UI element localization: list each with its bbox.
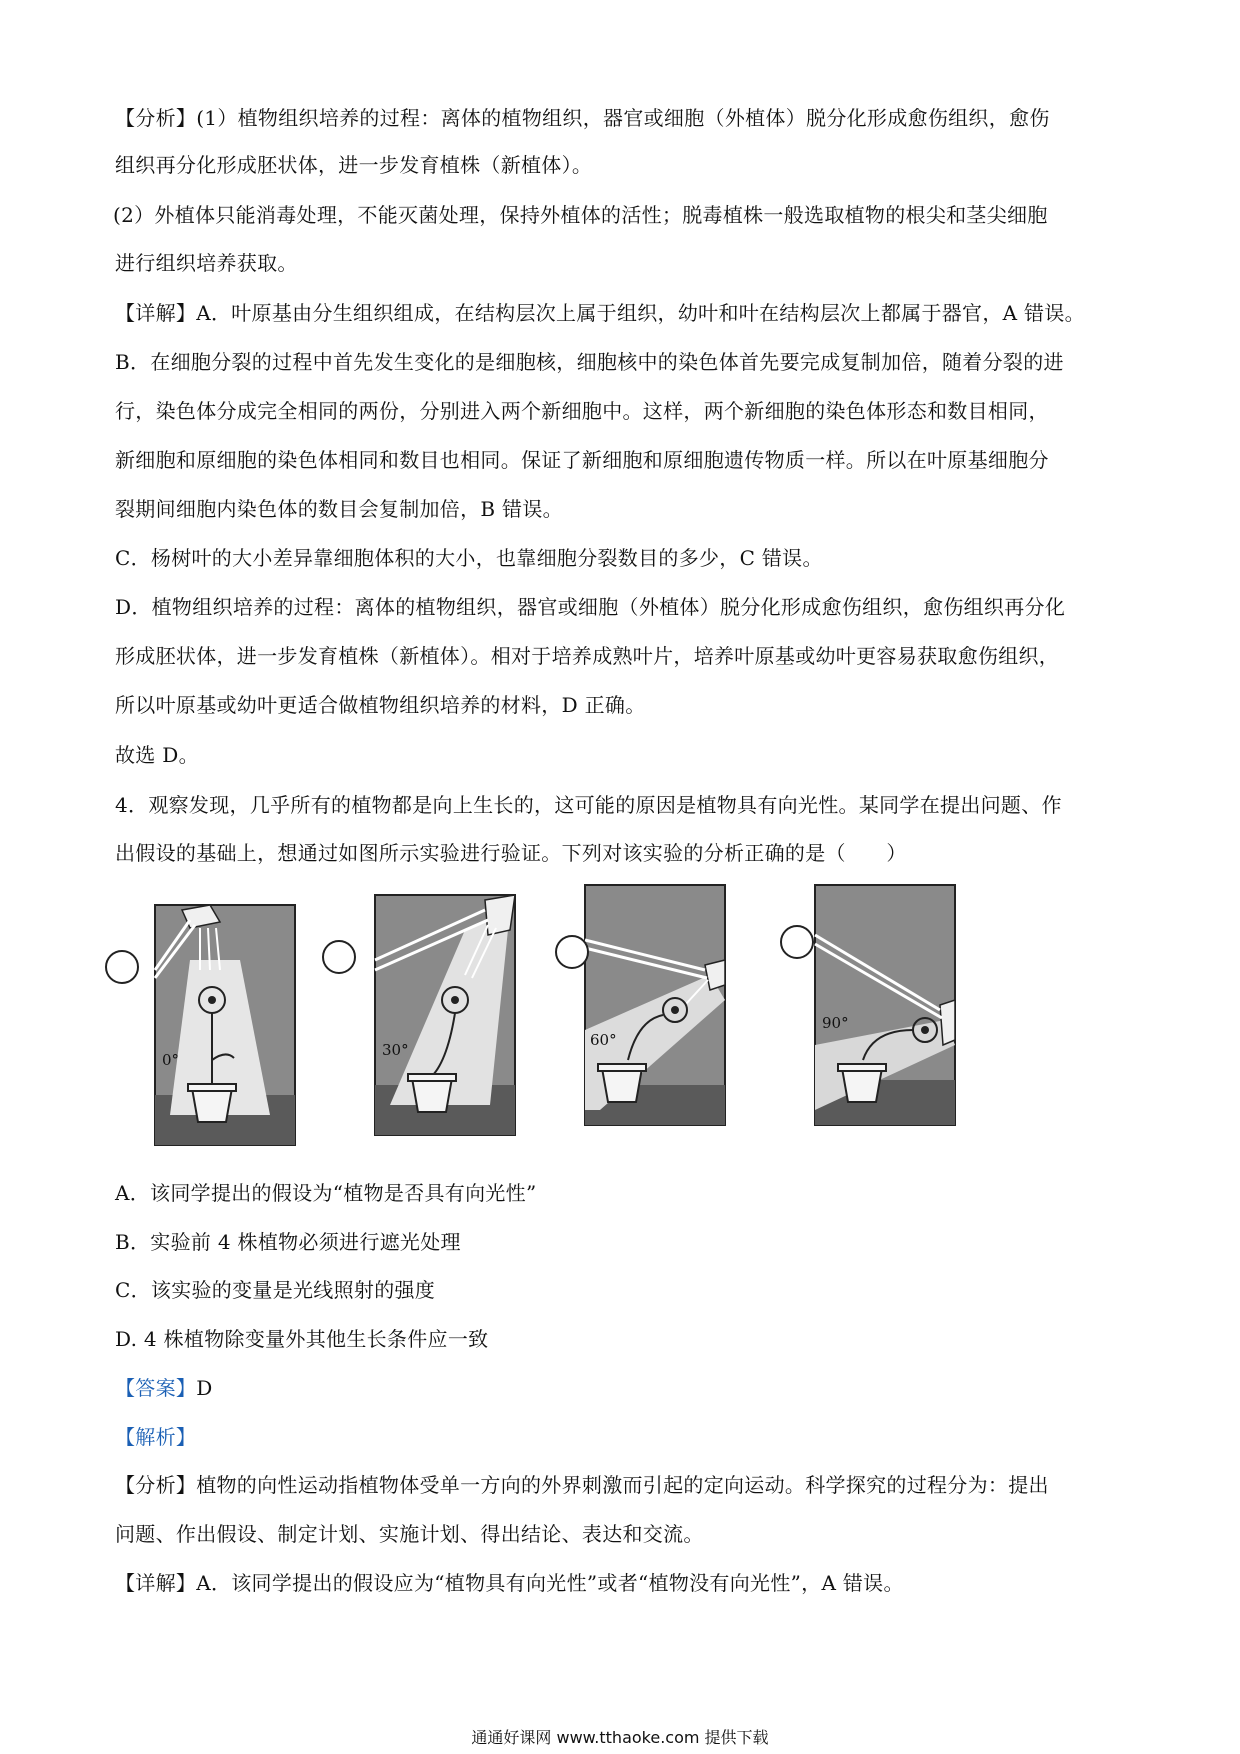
angle-label: 30° (382, 1041, 409, 1059)
text-line: 新细胞和原细胞的染色体相同和数目也相同。保证了新细胞和原细胞遗传物质一样。所以在叶原基细胞分 (115, 448, 1049, 472)
answer-line (115, 1373, 213, 1403)
text-line: (2）外植体只能消毒处理，不能灭菌处理，保持外植体的活性；脱毒植株一般选取植物的根尖和茎尖细胞 (113, 203, 1048, 227)
text-line: 【详解】A．叶原基由分生组织组成，在结构层次上属于组织，幼叶和叶在结构层次上都属于器官，A 错误。 (115, 301, 1085, 325)
figure-panel-60 (580, 880, 730, 1130)
analysis-line: 【分析】植物的向性运动指植物体受单一方向的外界刺激而引起的定向运动。科学探究的过程分为：提出 (115, 1473, 1049, 1497)
figure-panel-90 (810, 880, 960, 1130)
text-line: C．杨树叶的大小差异靠细胞体积的大小，也靠细胞分裂数目的多少，C 错误。 (115, 546, 823, 570)
analysis-line: 问题、作出假设、制定计划、实施计划、得出结论、表达和交流。 (115, 1522, 704, 1546)
answer-value: D (196, 1376, 213, 1400)
analysis-line: 【详解】A．该同学提出的假设应为“植物具有向光性”或者“植物没有向光性”，A 错误。 (115, 1571, 904, 1595)
analysis-heading: 【解析】 (115, 1425, 197, 1449)
angle-label: 60° (590, 1031, 617, 1049)
text-line: 【分析】(1）植物组织培养的过程：离体的植物组织，器官或细胞（外植体）脱分化形成愈伤组织，愈伤 (115, 106, 1050, 130)
text-line: 裂期间细胞内染色体的数目会复制加倍，B 错误。 (115, 497, 563, 521)
option-a: A．该同学提出的假设为“植物是否具有向光性” (115, 1181, 537, 1205)
sun-icon (105, 950, 139, 984)
text-line: 行，染色体分成完全相同的两份，分别进入两个新细胞中。这样，两个新细胞的染色体形态和数目相同， (115, 399, 1049, 423)
phototropism-figure (150, 880, 970, 1155)
angle-label: 90° (822, 1014, 849, 1032)
question-line: 出假设的基础上，想通过如图所示实验进行验证。下列对该实验的分析正确的是（ ） (115, 841, 907, 865)
text-line: 所以叶原基或幼叶更适合做植物组织培养的材料，D 正确。 (115, 693, 646, 717)
option-c: C．该实验的变量是光线照射的强度 (115, 1278, 436, 1302)
sun-icon (322, 940, 356, 974)
angle-label: 0° (162, 1051, 180, 1069)
text-line: 故选 D。 (115, 743, 199, 767)
page-footer: 通通好课网 www.tthaoke.com 提供下载 (471, 1728, 769, 1747)
option-b: B．实验前 4 株植物必须进行遮光处理 (115, 1230, 461, 1254)
question-line: 4．观察发现，几乎所有的植物都是向上生长的，这可能的原因是植物具有向光性。某同学在提出问题、作 (115, 793, 1062, 817)
option-d: D. 4 株植物除变量外其他生长条件应一致 (115, 1327, 489, 1351)
answer-label: 【答案】 (115, 1376, 197, 1400)
sun-icon (555, 935, 589, 969)
figure-panel-30 (370, 890, 520, 1140)
text-line: D．植物组织培养的过程：离体的植物组织，器官或细胞（外植体）脱分化形成愈伤组织，愈伤组织再分化 (115, 595, 1066, 619)
text-line: 形成胚状体，进一步发育植株（新植体）。相对于培养成熟叶片，培养叶原基或幼叶更容易获取愈伤组织， (115, 644, 1060, 668)
figure-panel-0 (150, 900, 300, 1150)
sun-icon (780, 925, 814, 959)
text-line: B．在细胞分裂的过程中首先发生变化的是细胞核，细胞核中的染色体首先要完成复制加倍，随着分裂的进 (115, 350, 1064, 374)
text-line: 组织再分化形成胚状体，进一步发育植株（新植体）。 (115, 153, 593, 177)
text-line: 进行组织培养获取。 (115, 251, 298, 275)
